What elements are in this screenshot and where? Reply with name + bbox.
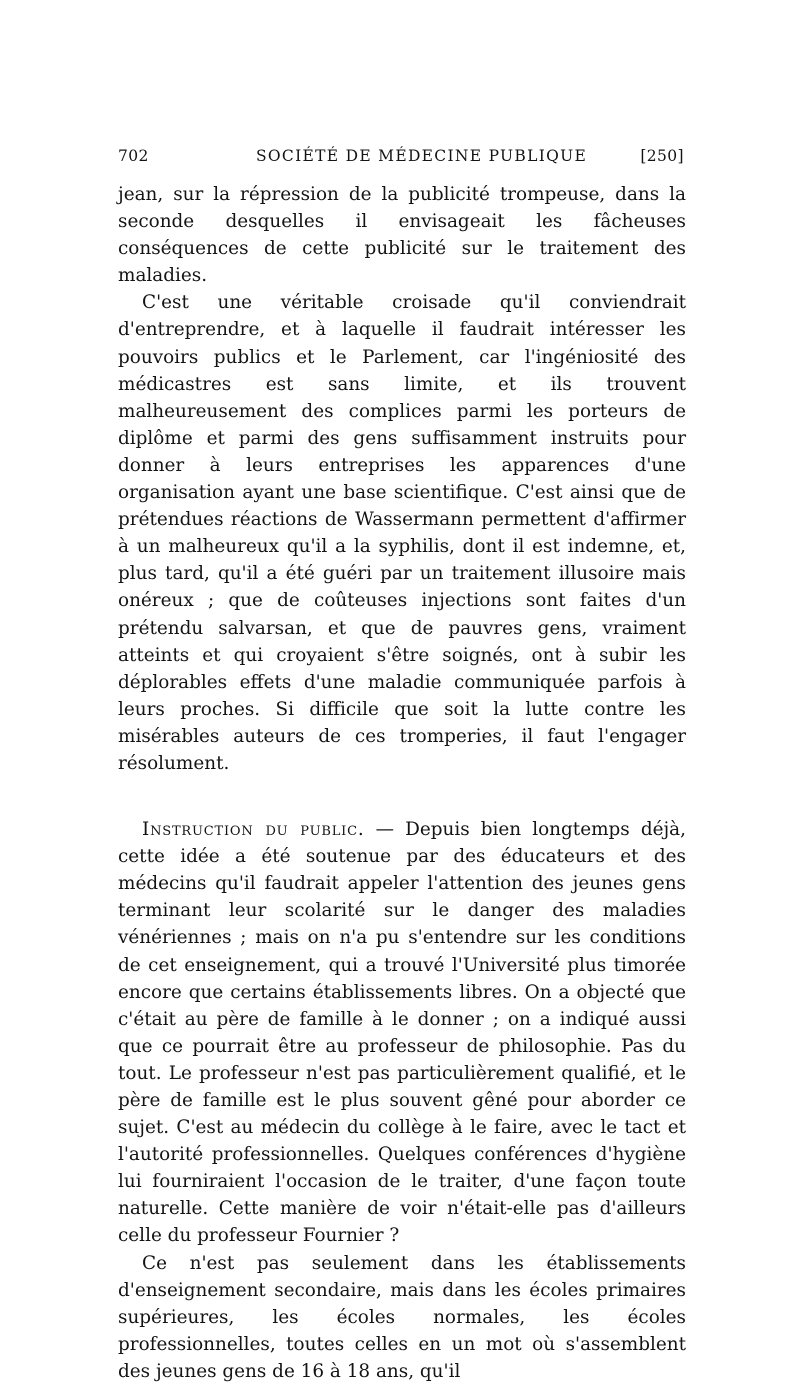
paragraph-croisade: C'est une véritable croisade qu'il conviendrait d'entreprendre, et à laquelle il faudrait intéresser les pouvoirs publics et le Parlement, car l'ingéniosité des médicastres est sans limite, et ils trouvent malheureusement des complices parmi les porteurs de diplôme et parmi des gens suffisamment instruits pour donner à leurs entreprises les apparences d'une organisation ayant une base scientifique. C'est ainsi que de prétendues réactions de Wassermann permettent d'affirmer à un malheureux qu'il a la syphilis, dont il est indemne, et, plus tard, qu'il a été guéri par un traitement illusoire mais onéreux ; que de coûteuses injections sont faites d'un prétendu salvarsan, et que de pauvres gens, vraiment atteints et qui croyaient s'être soignés, ont à subir les déplorables effets d'une maladie communiquée parfois à leurs proches. Si difficile que soit la lutte contre les misérables auteurs de ces tromperies, il faut l'engager résolument. — [118, 292, 686, 774]
section-paragraph-text: Depuis bien longtemps déjà, cette idée a été soutenue par des éducateurs et des médecins qu'il faudrait appeler l'attention des jeunes gens terminant leur scolarité sur le danger des maladies vénériennes ; mais on n'a pu s'entendre sur les conditions de cet enseignement, qui a trouvé l'Université plus timorée encore que certains établissements libres. On a objecté que c'était au père de famille à le donner ; on a indiqué aussi que ce pourrait être au professeur de philosophie. Pas du tout. Le professeur n'est pas particulièrement qualifié, et le père de famille est le plus souvent gêné pour aborder ce sujet. C'est au médecin du collège à le faire, avec le tact et l'autorité professionnelles. Quelques conférences d'hygiène lui fourniraient l'occasion de le traiter, d'une façon toute naturelle. Cette manière de voir n'était-elle pas d'ailleurs celle du professeur Fournier ? — [118, 819, 686, 1247]
body-text — [118, 181, 686, 1385]
heading-dash: — — [364, 819, 406, 841]
section-heading: Instruction du public. — [142, 819, 365, 841]
paragraph-continuation: jean, sur la répression de la publicité trompeuse, dans la seconde desquelles il envisageait les fâcheuses conséquences de cette publicité sur le traitement des maladies. — [118, 184, 686, 287]
page-number: 702 — [118, 147, 149, 165]
folio-number: [250] — [640, 147, 684, 165]
paragraph-enseignement: Ce n'est pas seulement dans les établissements d'enseignement secondaire, mais dans les écoles primaires supérieures, les écoles normales, les écoles professionnelles, toutes celles en un mot où s'assemblent des jeunes gens de 16 à 18 ans, qu'il — [118, 1252, 686, 1382]
paragraph-instruction — [118, 816, 686, 1250]
journal-title: SOCIÉTÉ DE MÉDECINE PUBLIQUE — [256, 147, 588, 165]
running-header — [118, 147, 684, 173]
